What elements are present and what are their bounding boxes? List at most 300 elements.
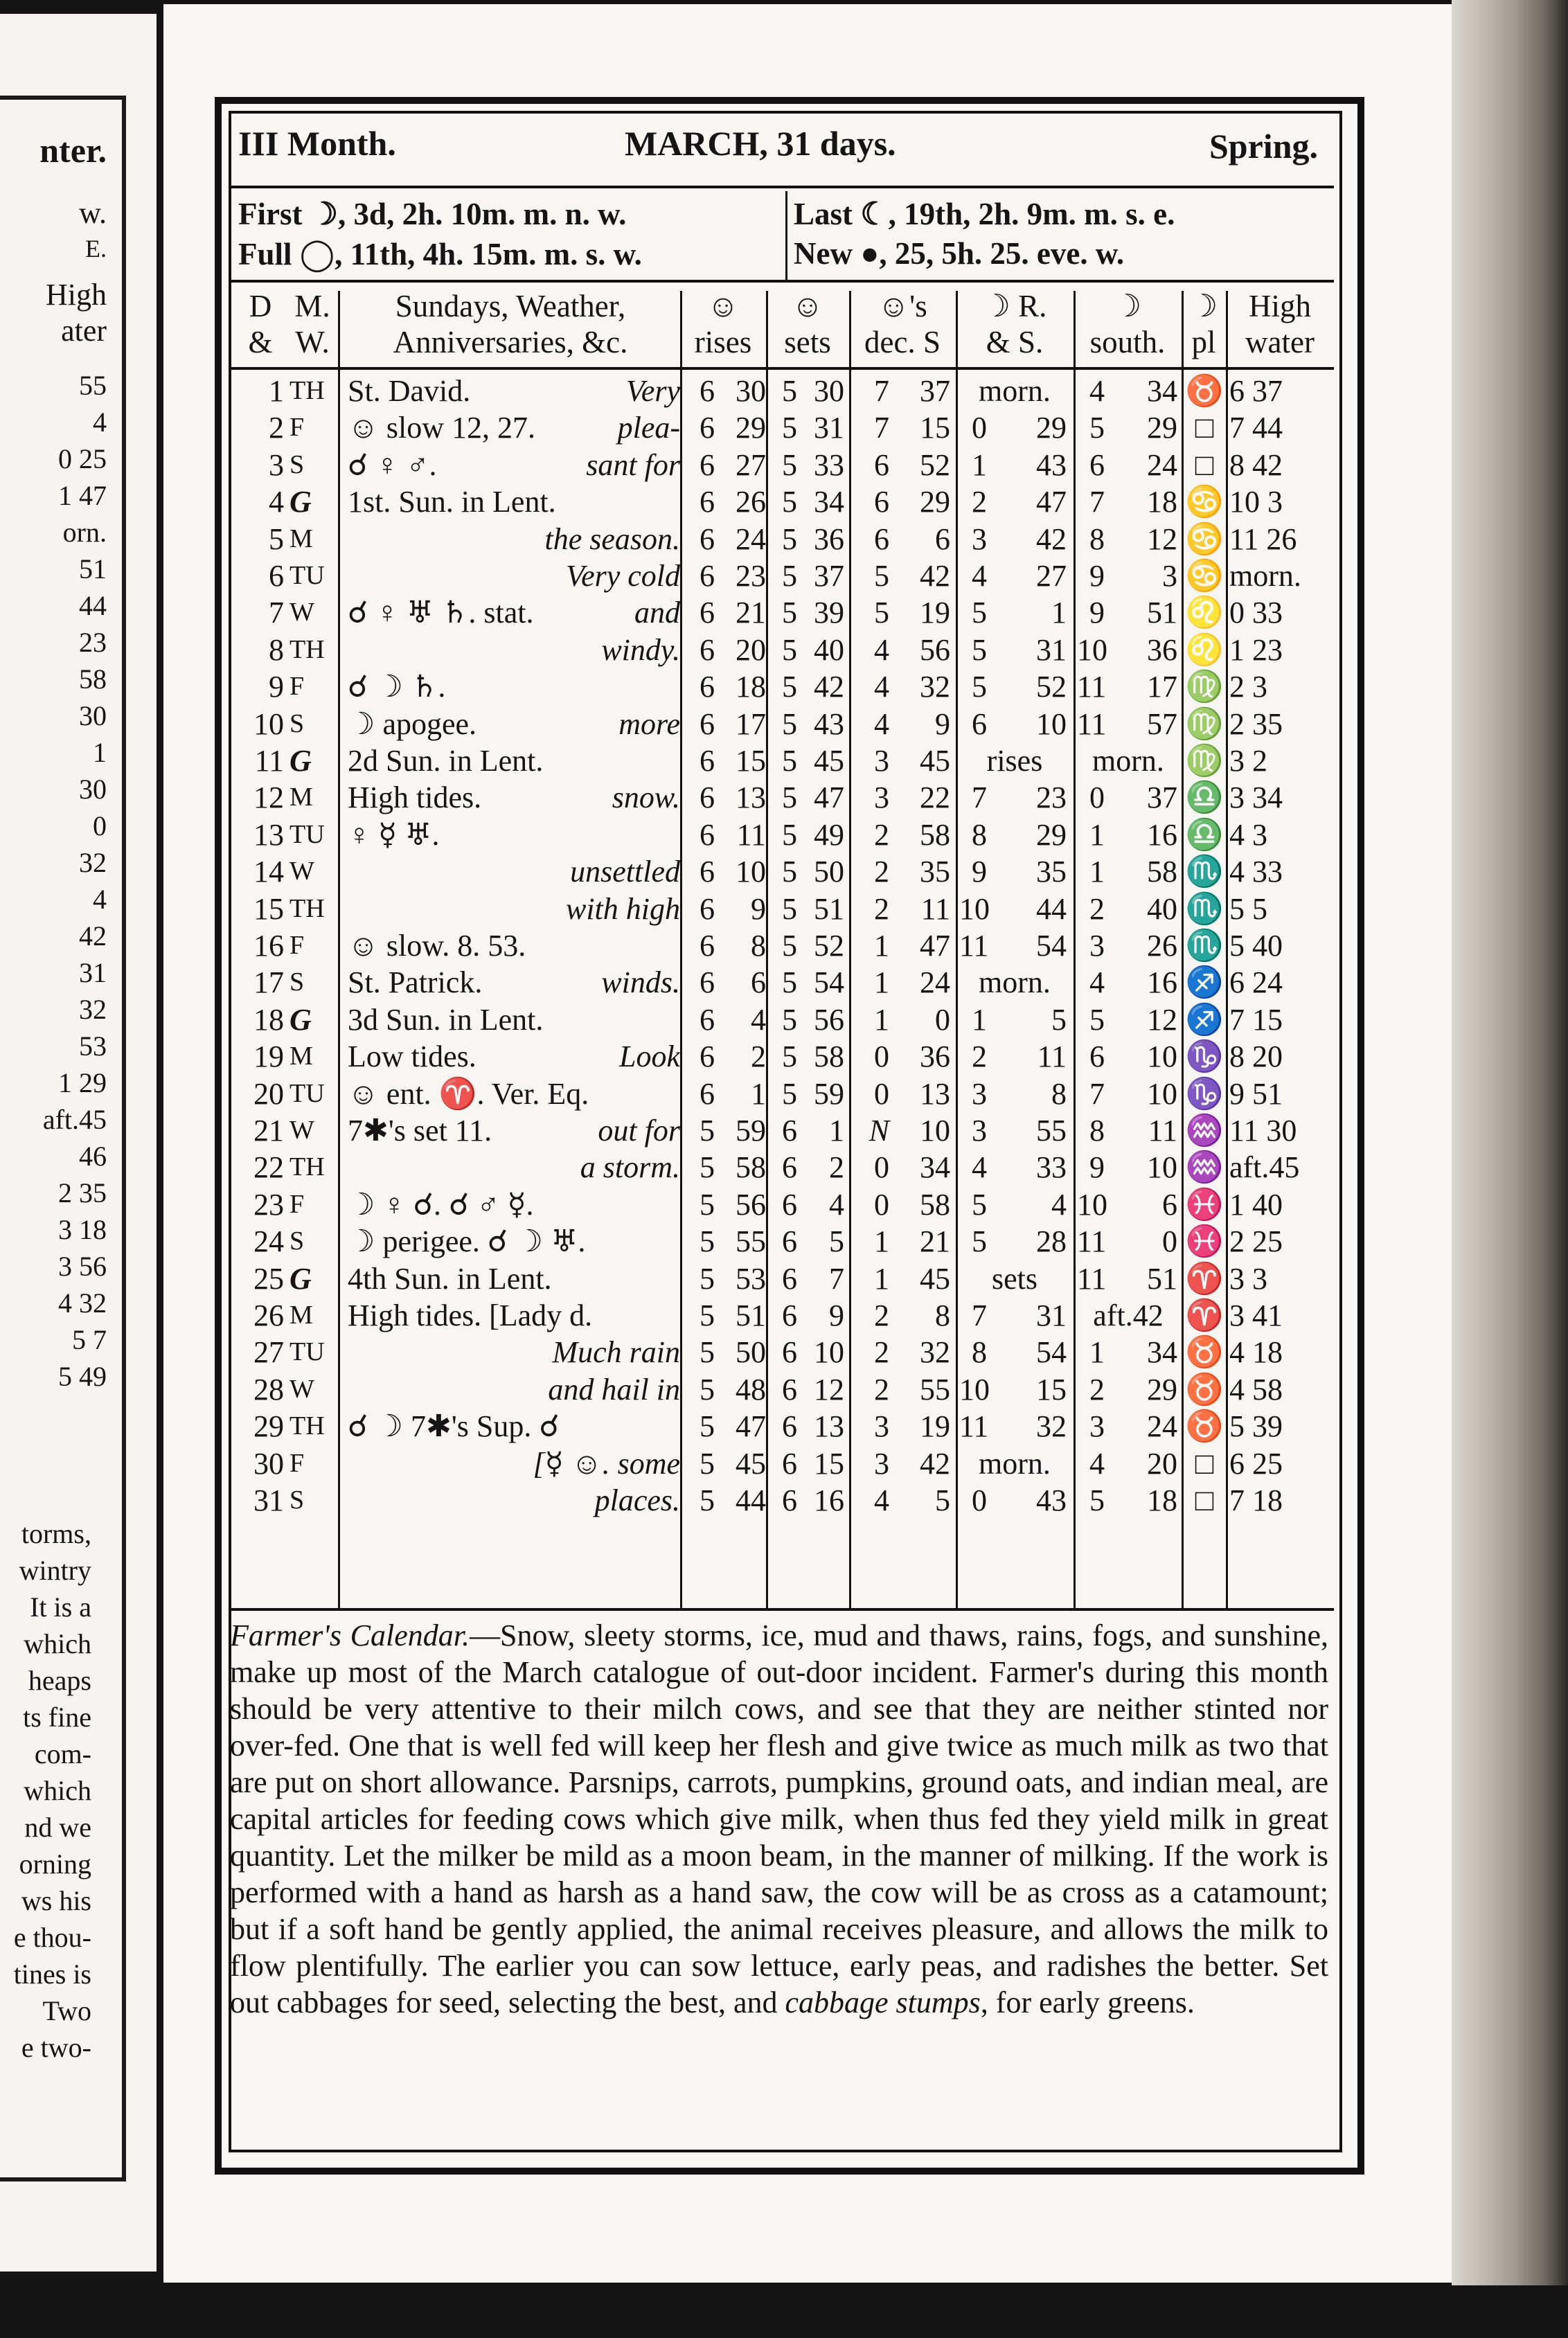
zodiac-sign-icon: ♑ bbox=[1185, 1039, 1224, 1074]
moon-south-minute: 26 bbox=[1147, 929, 1177, 963]
moon-rise-hour: 7 bbox=[972, 780, 987, 815]
sun-rise-minute: 17 bbox=[736, 706, 766, 741]
declination-degree: 3 bbox=[874, 780, 889, 815]
sun-set-minute: 59 bbox=[814, 1076, 844, 1111]
moon-south: aft.42 bbox=[1093, 1299, 1164, 1332]
day-of-month: 16 bbox=[253, 929, 284, 963]
zodiac-sign-icon: ♋ bbox=[1185, 485, 1224, 519]
moon-rise-hour: 0 bbox=[972, 1483, 987, 1517]
moon-rise-hour: 7 bbox=[972, 1299, 987, 1332]
sun-rise-hour: 6 bbox=[700, 891, 715, 926]
day-of-week: TH bbox=[289, 376, 325, 405]
moon-south-minute: 51 bbox=[1147, 1261, 1177, 1296]
sun-rise-hour: 6 bbox=[700, 596, 715, 630]
sun-rise-minute: 23 bbox=[736, 559, 766, 593]
high-water: 3 34 bbox=[1229, 780, 1283, 815]
full-moon: Full ◯, 11th, 4h. 15m. m. s. w. bbox=[238, 237, 642, 271]
sun-rise-hour: 6 bbox=[700, 817, 715, 852]
sun-rise-minute: 47 bbox=[736, 1409, 766, 1444]
day-of-week: TU bbox=[289, 1078, 325, 1108]
previous-high-water: 51 bbox=[79, 553, 107, 584]
anniversary-text: 4th Sun. in Lent. bbox=[348, 1261, 552, 1296]
table-row bbox=[0, 594, 1568, 631]
weather-text: winds. bbox=[601, 965, 680, 1000]
sun-rise-minute: 26 bbox=[736, 485, 766, 519]
day-of-week: TU bbox=[289, 819, 325, 849]
high-water: morn. bbox=[1229, 559, 1301, 593]
sun-rise-minute: 21 bbox=[736, 596, 766, 630]
sun-set-hour: 5 bbox=[782, 780, 797, 815]
high-water: 6 24 bbox=[1229, 965, 1283, 1000]
weather-text: and bbox=[634, 596, 680, 630]
moon-rise-minute: 43 bbox=[1036, 1483, 1067, 1517]
declination-degree: 3 bbox=[874, 1409, 889, 1444]
moon-rise-minute: 55 bbox=[1036, 1114, 1067, 1148]
moon-south-minute: 51 bbox=[1147, 596, 1177, 630]
day-of-week: M bbox=[289, 1301, 313, 1330]
sun-set-minute: 50 bbox=[814, 855, 844, 889]
table-row bbox=[0, 1334, 1568, 1371]
day-of-month: 9 bbox=[269, 670, 284, 704]
sun-rise-minute: 13 bbox=[736, 780, 766, 815]
declination-minute: 42 bbox=[920, 559, 950, 593]
zodiac-sign-icon: ♋ bbox=[1185, 521, 1224, 556]
previous-prose-line: It is a bbox=[30, 1591, 91, 1623]
day-of-week: W bbox=[289, 857, 314, 886]
weather-text: the season. bbox=[544, 521, 680, 556]
table-row bbox=[0, 632, 1568, 668]
declination-degree: 6 bbox=[874, 521, 889, 556]
declination-minute: 6 bbox=[935, 521, 950, 556]
sun-rise-hour: 5 bbox=[700, 1224, 715, 1259]
high-water: 8 42 bbox=[1229, 447, 1283, 482]
declination-degree: 3 bbox=[874, 1446, 889, 1481]
weather-text: snow. bbox=[612, 780, 680, 815]
day-of-month: 13 bbox=[253, 817, 284, 852]
table-bottom-rule bbox=[231, 1608, 1334, 1611]
previous-prose-line: com- bbox=[34, 1738, 91, 1769]
table-row bbox=[0, 816, 1568, 853]
high-water: 0 33 bbox=[1229, 596, 1283, 630]
day-of-week: M bbox=[289, 1042, 313, 1071]
previous-high-water: 58 bbox=[79, 663, 107, 695]
moon-south-minute: 6 bbox=[1162, 1187, 1177, 1222]
anniversary-text: ♀ ☿ ♅. bbox=[348, 817, 440, 852]
header-rule bbox=[231, 186, 1334, 188]
moon-south-minute: 34 bbox=[1147, 374, 1177, 408]
day-of-week: S bbox=[289, 967, 305, 997]
moon-south-minute: 24 bbox=[1147, 1409, 1177, 1444]
declination-minute: 35 bbox=[920, 855, 950, 889]
season-label: Spring. bbox=[1209, 127, 1319, 166]
sun-set-hour: 6 bbox=[782, 1114, 797, 1148]
high-water: 7 44 bbox=[1229, 411, 1283, 445]
sun-set-minute: 34 bbox=[814, 485, 844, 519]
declination-minute: 22 bbox=[920, 780, 950, 815]
sun-rise-hour: 6 bbox=[700, 485, 715, 519]
previous-high-water: 32 bbox=[79, 847, 107, 878]
table-row bbox=[0, 668, 1568, 705]
zodiac-sign-icon: ♉ bbox=[1185, 1335, 1224, 1370]
weather-text: more bbox=[618, 706, 680, 741]
weather-text: unsettled bbox=[570, 855, 680, 889]
sun-set-hour: 6 bbox=[782, 1299, 797, 1332]
zodiac-sign-icon: ♉ bbox=[1185, 374, 1224, 408]
sun-rise-hour: 6 bbox=[700, 670, 715, 704]
page-title: MARCH, 31 days. bbox=[625, 124, 896, 163]
sun-set-minute: 15 bbox=[814, 1446, 844, 1481]
moon-south-minute: 34 bbox=[1147, 1335, 1177, 1370]
sun-set-hour: 5 bbox=[782, 929, 797, 963]
sun-rise-hour: 6 bbox=[700, 706, 715, 741]
declination-minute: 21 bbox=[920, 1224, 950, 1259]
previous-high-water: 0 bbox=[93, 810, 107, 841]
moon-rise-minute: 44 bbox=[1036, 891, 1067, 926]
moon-rise-minute: 10 bbox=[1036, 706, 1067, 741]
moon-south-minute: 57 bbox=[1147, 706, 1177, 741]
anniversary-text: St. Patrick. bbox=[348, 965, 483, 1000]
sun-rise-hour: 5 bbox=[700, 1150, 715, 1185]
moon-rise-set: morn. bbox=[979, 374, 1051, 408]
day-of-month: 4 bbox=[269, 485, 284, 519]
moon-rise-minute: 52 bbox=[1036, 670, 1067, 704]
declination-degree: 6 bbox=[874, 447, 889, 482]
moon-rise-hour: 8 bbox=[972, 817, 987, 852]
anniversary-text: High tides. [Lady d. bbox=[348, 1299, 593, 1332]
moon-south-minute: 12 bbox=[1147, 521, 1177, 556]
moon-south-minute: 10 bbox=[1147, 1150, 1177, 1185]
declination-minute: 37 bbox=[920, 374, 950, 408]
moon-rise-minute: 32 bbox=[1036, 1409, 1067, 1444]
sun-rise-minute: 9 bbox=[751, 891, 766, 926]
moon-rise-set: morn. bbox=[979, 1446, 1051, 1481]
declination-degree: 6 bbox=[874, 485, 889, 519]
declination-degree: 1 bbox=[874, 1002, 889, 1037]
high-water: 2 25 bbox=[1229, 1224, 1283, 1259]
high-water: 7 18 bbox=[1229, 1483, 1283, 1517]
moon-south-hour: 2 bbox=[1089, 1372, 1105, 1407]
table-row bbox=[0, 1001, 1568, 1038]
high-water: 3 2 bbox=[1229, 744, 1267, 778]
previous-high-water: 30 bbox=[79, 774, 107, 805]
sun-set-minute: 42 bbox=[814, 670, 844, 704]
declination-degree: 1 bbox=[874, 965, 889, 1000]
table-row bbox=[0, 891, 1568, 927]
high-water: 5 39 bbox=[1229, 1409, 1283, 1444]
moon-icon: ☽ bbox=[1189, 289, 1218, 323]
zodiac-sign-icon: ♍ bbox=[1185, 670, 1224, 704]
farmers-calendar bbox=[230, 1617, 1328, 2021]
zodiac-sign-icon: ♍ bbox=[1185, 706, 1224, 741]
moon-south-hour: 9 bbox=[1089, 596, 1105, 630]
anniversary-text: St. David. bbox=[348, 374, 471, 408]
previous-high-water: 42 bbox=[79, 920, 107, 952]
sun-set-minute: 9 bbox=[829, 1299, 844, 1332]
zodiac-sign-icon: □ bbox=[1195, 447, 1214, 482]
day-of-month: 21 bbox=[253, 1114, 284, 1148]
sun-rise-minute: 18 bbox=[736, 670, 766, 704]
previous-col-water: ater bbox=[61, 314, 107, 348]
previous-prose-line: nd we bbox=[24, 1812, 91, 1843]
moon-south-minute: 37 bbox=[1147, 780, 1177, 815]
moon-rise-hour: 3 bbox=[972, 1114, 987, 1148]
day-of-month: 5 bbox=[269, 521, 284, 556]
day-of-week: TU bbox=[289, 1337, 325, 1367]
previous-prose-fragments bbox=[0, 1515, 91, 2066]
table-row bbox=[0, 1112, 1568, 1149]
moon-rise-set: rises bbox=[986, 744, 1043, 778]
sun-rise-hour: 6 bbox=[700, 521, 715, 556]
sun-set-minute: 54 bbox=[814, 965, 844, 1000]
moon-south-hour: 7 bbox=[1089, 485, 1105, 519]
sun-set-minute: 16 bbox=[814, 1483, 844, 1517]
moon-south-hour: 8 bbox=[1089, 521, 1105, 556]
moon-south-hour: 6 bbox=[1089, 1039, 1105, 1074]
sun-set-minute: 5 bbox=[829, 1224, 844, 1259]
sun-rise-hour: 5 bbox=[700, 1446, 715, 1481]
weather-text: plea- bbox=[617, 411, 680, 445]
day-of-week: S bbox=[289, 708, 305, 738]
declination-degree: 1 bbox=[874, 1261, 889, 1296]
previous-high-water: orn. bbox=[62, 517, 107, 548]
anniversary-text: ☺ ent. ♈. Ver. Eq. bbox=[348, 1076, 589, 1111]
declination-degree: 7 bbox=[874, 411, 889, 445]
sun-rise-hour: 5 bbox=[700, 1114, 715, 1148]
day-of-week: G bbox=[289, 744, 312, 778]
zodiac-sign-icon: ♒ bbox=[1185, 1150, 1224, 1185]
moon-rise-hour: 0 bbox=[972, 411, 987, 445]
moon-south-hour: 1 bbox=[1089, 1335, 1105, 1370]
moon-south-minute: 58 bbox=[1147, 855, 1177, 889]
moon-rise-hour: 5 bbox=[972, 1224, 987, 1259]
sun-set-minute: 31 bbox=[814, 411, 844, 445]
moon-rise-minute: 5 bbox=[1051, 1002, 1067, 1037]
day-of-month: 19 bbox=[253, 1039, 284, 1074]
declination-minute: 55 bbox=[920, 1372, 950, 1407]
sun-set-minute: 43 bbox=[814, 706, 844, 741]
moon-south-hour: 11 bbox=[1077, 706, 1107, 741]
table-row bbox=[0, 1408, 1568, 1445]
sun-rise-minute: 24 bbox=[736, 521, 766, 556]
table-row bbox=[0, 373, 1568, 409]
sun-rise-minute: 4 bbox=[751, 1002, 766, 1037]
moon-rise-minute: 23 bbox=[1036, 780, 1067, 815]
zodiac-sign-icon: ♎ bbox=[1185, 817, 1224, 852]
zodiac-sign-icon: ♏ bbox=[1185, 855, 1224, 889]
anniversary-text: High tides. bbox=[348, 780, 482, 815]
moon-south-hour: 11 bbox=[1077, 670, 1107, 704]
moon-rise-minute: 27 bbox=[1036, 559, 1067, 593]
moon-rise-hour: 3 bbox=[972, 1076, 987, 1111]
sun-set-minute: 13 bbox=[814, 1409, 844, 1444]
sun-rise-hour: 5 bbox=[700, 1187, 715, 1222]
high-water: 11 26 bbox=[1229, 521, 1297, 556]
previous-col-e: E. bbox=[85, 235, 107, 262]
moon-south-minute: 29 bbox=[1147, 1372, 1177, 1407]
high-water: 10 3 bbox=[1229, 485, 1283, 519]
moon-south-hour: 9 bbox=[1089, 559, 1105, 593]
declination-degree: 2 bbox=[874, 855, 889, 889]
sun-rise-hour: 6 bbox=[700, 374, 715, 408]
moon-south-minute: 36 bbox=[1147, 632, 1177, 667]
sun-icon: ☺'s bbox=[877, 289, 927, 323]
declination-minute: 36 bbox=[920, 1039, 950, 1074]
moon-south-minute: 24 bbox=[1147, 447, 1177, 482]
moon-rise-minute: 4 bbox=[1051, 1187, 1067, 1222]
table-row bbox=[0, 927, 1568, 964]
previous-prose-line: heaps bbox=[28, 1665, 91, 1696]
sun-set-hour: 6 bbox=[782, 1409, 797, 1444]
sun-set-hour: 5 bbox=[782, 817, 797, 852]
sun-rise-minute: 58 bbox=[736, 1150, 766, 1185]
high-water: 9 51 bbox=[1229, 1076, 1283, 1111]
previous-prose-line: torms, bbox=[21, 1518, 91, 1549]
anniversary-text: 7✱'s set 11. bbox=[348, 1114, 492, 1148]
moon-south-hour: 10 bbox=[1077, 1187, 1107, 1222]
high-water: 4 58 bbox=[1229, 1372, 1283, 1407]
sun-rise-minute: 6 bbox=[751, 965, 766, 1000]
moon-south-hour: 8 bbox=[1089, 1114, 1105, 1148]
sun-set-hour: 5 bbox=[782, 447, 797, 482]
day-of-month: 10 bbox=[253, 706, 284, 741]
sun-rise-hour: 6 bbox=[700, 411, 715, 445]
sun-rise-minute: 11 bbox=[736, 817, 766, 852]
table-row bbox=[0, 1149, 1568, 1186]
previous-prose-line: ts fine bbox=[23, 1702, 91, 1733]
moon-rise-minute: 29 bbox=[1036, 817, 1067, 852]
high-water: 1 40 bbox=[1229, 1187, 1283, 1222]
moon-south-hour: 5 bbox=[1089, 1002, 1105, 1037]
declination-degree: 2 bbox=[874, 1335, 889, 1370]
moon-rise-hour: 3 bbox=[972, 521, 987, 556]
moon-rise-hour: 2 bbox=[972, 1039, 987, 1074]
high-water: 5 5 bbox=[1229, 891, 1267, 926]
day-of-week: F bbox=[289, 1189, 305, 1219]
sun-rise-minute: 53 bbox=[736, 1261, 766, 1296]
last-quarter: Last ☾, 19th, 2h. 9m. m. s. e. bbox=[794, 197, 1175, 231]
sun-set-hour: 5 bbox=[782, 632, 797, 667]
previous-high-water: 1 47 bbox=[58, 480, 107, 511]
previous-prose-line: e two- bbox=[21, 2032, 91, 2063]
moon-rise-minute: 43 bbox=[1036, 447, 1067, 482]
sun-rise-minute: 59 bbox=[736, 1114, 766, 1148]
previous-col-high: High bbox=[46, 278, 107, 312]
anniversary-text: 1st. Sun. in Lent. bbox=[348, 485, 556, 519]
previous-high-water: 32 bbox=[79, 994, 107, 1025]
declination-degree: 1 bbox=[874, 1224, 889, 1259]
declination-minute: 19 bbox=[920, 596, 950, 630]
sun-set-hour: 5 bbox=[782, 1076, 797, 1111]
moon-rise-minute: 11 bbox=[1037, 1039, 1067, 1074]
moon-rise-set: sets bbox=[992, 1261, 1037, 1296]
sun-set-hour: 5 bbox=[782, 559, 797, 593]
moon-south-minute: 29 bbox=[1147, 411, 1177, 445]
sun-set-hour: 6 bbox=[782, 1483, 797, 1517]
previous-prose-line: tines is bbox=[13, 1958, 91, 1990]
sun-rise-minute: 10 bbox=[736, 855, 766, 889]
day-of-month: 26 bbox=[253, 1299, 284, 1332]
zodiac-sign-icon: ♒ bbox=[1185, 1114, 1224, 1148]
sun-set-minute: 12 bbox=[814, 1372, 844, 1407]
table-row bbox=[0, 1186, 1568, 1223]
weather-text: a storm. bbox=[580, 1150, 680, 1185]
farmers-calendar-italic: cabbage stumps bbox=[785, 1985, 981, 2019]
sun-rise-hour: 6 bbox=[700, 632, 715, 667]
weather-text: out for bbox=[598, 1114, 680, 1148]
sun-icon: ☺ bbox=[707, 289, 739, 323]
day-of-week: G bbox=[289, 1002, 312, 1037]
declination-minute: 45 bbox=[920, 744, 950, 778]
moon-south-hour: 7 bbox=[1089, 1076, 1105, 1111]
weather-text: sant for bbox=[586, 447, 680, 482]
previous-high-water: 3 18 bbox=[58, 1214, 107, 1245]
sun-rise-hour: 6 bbox=[700, 1002, 715, 1037]
high-water: 4 3 bbox=[1229, 817, 1267, 852]
declination-minute: 34 bbox=[920, 1150, 950, 1185]
declination-minute: 47 bbox=[920, 929, 950, 963]
sun-rise-minute: 56 bbox=[736, 1187, 766, 1222]
sun-set-hour: 5 bbox=[782, 706, 797, 741]
moon-rise-hour: 1 bbox=[972, 447, 987, 482]
sun-rise-minute: 27 bbox=[736, 447, 766, 482]
weather-text: Much rain bbox=[552, 1335, 680, 1370]
moon-rise-minute: 54 bbox=[1036, 929, 1067, 963]
moon-rise-hour: 8 bbox=[972, 1335, 987, 1370]
previous-high-water: aft.45 bbox=[42, 1104, 107, 1135]
previous-high-water: 1 29 bbox=[58, 1067, 107, 1098]
high-water: 3 41 bbox=[1229, 1299, 1283, 1332]
declination-minute: 45 bbox=[920, 1261, 950, 1296]
moon-divider bbox=[785, 191, 787, 280]
high-water: 7 15 bbox=[1229, 1002, 1283, 1037]
declination-degree: 2 bbox=[874, 891, 889, 926]
moon-south-hour: 5 bbox=[1089, 1483, 1105, 1517]
high-water: 1 23 bbox=[1229, 632, 1283, 667]
zodiac-sign-icon: □ bbox=[1195, 1483, 1214, 1517]
declination-degree: 4 bbox=[874, 632, 889, 667]
col-high-water: High water bbox=[1245, 289, 1315, 359]
declination-degree: 1 bbox=[874, 929, 889, 963]
sun-rise-hour: 5 bbox=[700, 1409, 715, 1444]
table-row bbox=[0, 521, 1568, 557]
day-of-week: M bbox=[289, 524, 313, 553]
declination-minute: 24 bbox=[920, 965, 950, 1000]
day-of-week: M bbox=[289, 783, 313, 812]
col-moon-place: ☽ pl bbox=[1183, 288, 1224, 360]
moon-rise-minute: 33 bbox=[1036, 1150, 1067, 1185]
sun-set-minute: 45 bbox=[814, 744, 844, 778]
sun-set-hour: 5 bbox=[782, 521, 797, 556]
sun-set-hour: 5 bbox=[782, 891, 797, 926]
anniversary-text: Low tides. bbox=[348, 1039, 476, 1074]
moon-rise-hour: 4 bbox=[972, 559, 987, 593]
sun-set-minute: 4 bbox=[829, 1187, 844, 1222]
anniversary-text: ☽ perigee. ☌ ☽ ♅. bbox=[348, 1224, 586, 1259]
sun-rise-hour: 5 bbox=[700, 1261, 715, 1296]
anniversary-text: ☌ ♀ ♅ ♄. stat. bbox=[348, 596, 534, 630]
day-of-week: W bbox=[289, 598, 314, 627]
declination-degree: 4 bbox=[874, 1483, 889, 1517]
sun-rise-hour: 5 bbox=[700, 1483, 715, 1517]
zodiac-sign-icon: ♌ bbox=[1185, 596, 1224, 630]
sun-rise-hour: 6 bbox=[700, 559, 715, 593]
high-water: 8 20 bbox=[1229, 1039, 1283, 1074]
table-row bbox=[0, 1482, 1568, 1519]
moon-rise-hour: 11 bbox=[959, 1409, 989, 1444]
sun-set-hour: 6 bbox=[782, 1261, 797, 1296]
weather-text: windy. bbox=[601, 632, 680, 667]
high-water: 3 3 bbox=[1229, 1261, 1267, 1296]
